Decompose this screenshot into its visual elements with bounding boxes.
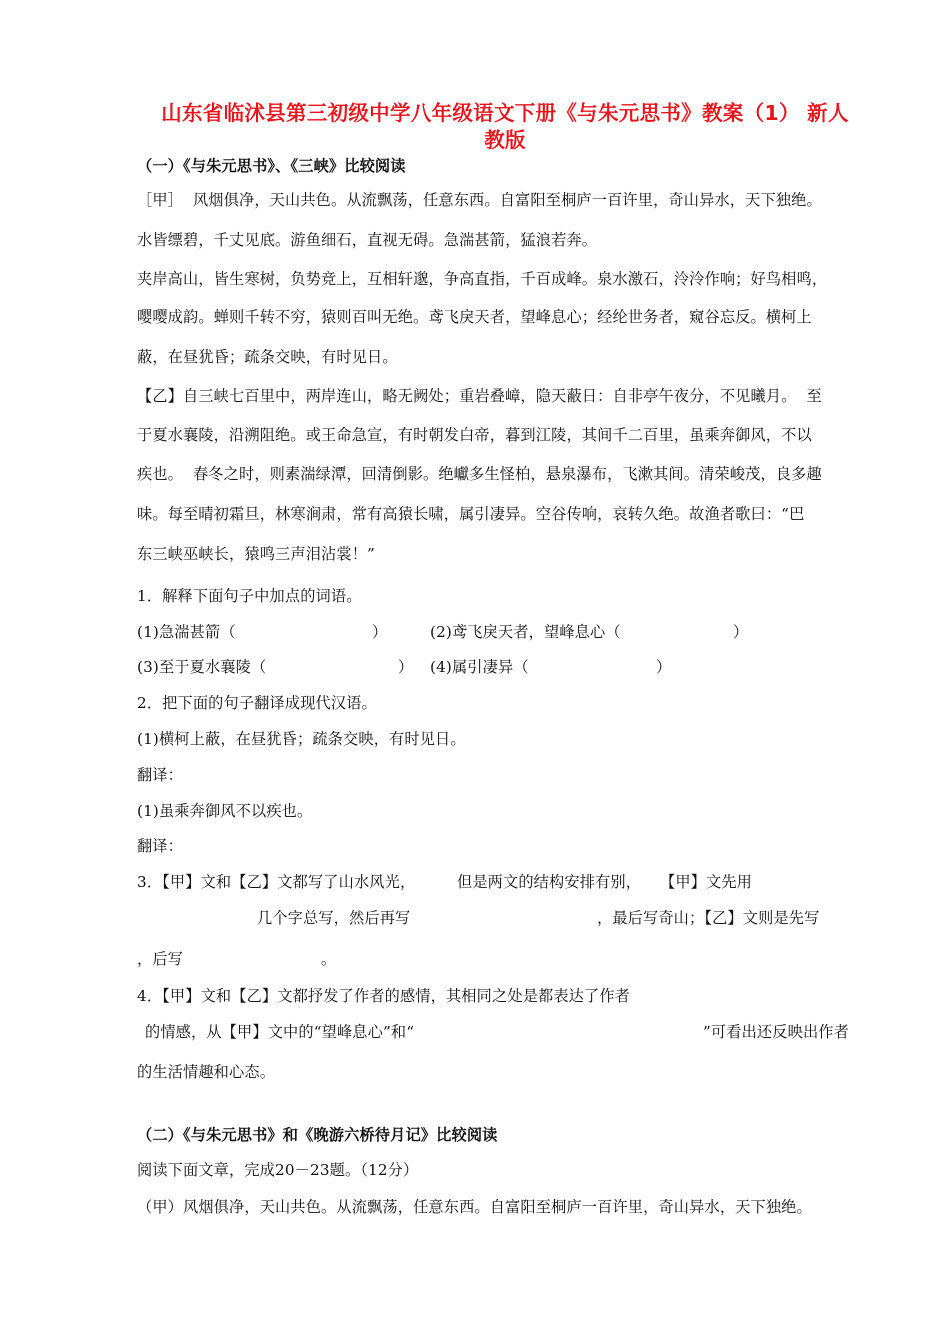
q3-line-1a: 3．【甲】文和【乙】文都写了山水风光， — [137, 873, 416, 891]
jia-line-1: ［甲］ 风烟俱净，天山共色。从流飘荡，任意东西。自富阳至桐庐一百许里，奇山异水，天下独绝。 — [137, 191, 822, 209]
q1-item-2: (2)鸢飞戾天者，望峰息心（ — [430, 623, 621, 641]
q1-item-4-close: ） — [656, 658, 672, 676]
q4-line-2a: 的情感，从【甲】文中的“望峰息心”和“ — [145, 1023, 415, 1041]
q1-item-1-close: ） — [372, 623, 388, 641]
q1-item-3-close: ） — [398, 658, 414, 676]
q3-line-1b: 但是两文的结构安排有别， — [457, 873, 642, 891]
yi-line-2: 于夏水襄陵，沿溯阻绝。或王命急宣，有时朝发白帝，暮到江陵，其间千二百里，虽乘奔御风，不以 — [137, 426, 812, 444]
section2-jia-line-1: （甲）风烟俱净，天山共色。从流飘荡，任意东西。自富阳至桐庐一百许里，奇山异水，天下独绝。 — [137, 1198, 812, 1216]
yi-line-1: 【乙】自三峡七百里中，两岸连山，略无阙处；重岩叠嶂，隐天蔽日：自非亭午夜分，不见曦月。 至 — [137, 387, 822, 405]
q1-item-2-close: ） — [733, 623, 749, 641]
section2-instruction: 阅读下面文章，完成20－23题。（12分） — [137, 1161, 419, 1179]
jia-line-4: 嘤嘤成韵。蝉则千转不穷，猿则百叫无绝。鸢飞戾天者，望峰息心；经纶世务者，窥谷忘反。横柯上 — [137, 308, 812, 326]
q2-sentence-2: (1)虽乘奔御风不以疾也。 — [137, 802, 313, 820]
yi-line-3: 疾也。 春冬之时，则素湍绿潭，回清倒影。绝巘多生怪柏，悬泉瀑布，飞漱其间。清荣峻茂，良多趣 — [137, 465, 822, 483]
yi-line-4: 味。每至晴初霜旦，林寒涧肃，常有高猿长啸，属引凄异。空谷传响，哀转久绝。故渔者歌曰：“巴 — [137, 505, 805, 523]
q3-line-2a: 几个字总写，然后再写 — [257, 909, 411, 927]
q2-translate-label-2: 翻译： — [137, 837, 184, 855]
q3-line-3b: 。 — [321, 950, 337, 968]
q4-line-1: 4．【甲】文和【乙】文都抒发了作者的感情，其相同之处是都表达了作者 — [137, 987, 631, 1005]
q4-line-2b: ”可看出还反映出作者 — [703, 1023, 849, 1041]
q1-item-3: (3)至于夏水襄陵（ — [137, 658, 267, 676]
q1-prompt: 1．解释下面句子中加点的词语。 — [137, 587, 362, 605]
q3-line-2b: ，最后写奇山；【乙】文则是先写 — [597, 909, 820, 927]
jia-line-3: 夹岸高山，皆生寒树，负势竞上，互相轩邈，争高直指，千百成峰。泉水激石，泠泠作响；好鸟相鸣， — [137, 270, 828, 288]
jia-line-5: 蔽，在昼犹昏；疏条交映，有时见日。 — [137, 348, 398, 366]
q2-sentence-1: (1)横柯上蔽，在昼犹昏；疏条交映，有时见日。 — [137, 730, 466, 748]
q2-translate-label-1: 翻译： — [137, 766, 184, 784]
jia-line-2: 水皆缥碧，千丈见底。游鱼细石，直视无碍。急湍甚箭，猛浪若奔。 — [137, 231, 598, 249]
section2-heading: （二）《与朱元思书》和《晚游六桥待月记》比较阅读 — [137, 1126, 498, 1144]
yi-line-5: 东三峡巫峡长，猿鸣三声泪沾裳！” — [137, 545, 375, 563]
q3-line-1c: 【甲】文先用 — [660, 873, 753, 891]
q1-item-1: (1)急湍甚箭（ — [137, 623, 236, 641]
document-title-line2: 教版 — [484, 128, 526, 152]
q4-line-3: 的生活情趣和心态。 — [137, 1063, 276, 1081]
q1-item-4: (4)属引凄异（ — [430, 658, 529, 676]
section1-heading: （一）《与朱元思书》、《三峡》比较阅读 — [137, 157, 406, 175]
q3-line-3a: ，后写 — [137, 950, 184, 968]
document-title-line1: 山东省临沭县第三初级中学八年级语文下册《与朱元思书》教案（1） 新人 — [161, 101, 849, 125]
q2-prompt: 2．把下面的句子翻译成现代汉语。 — [137, 694, 377, 712]
